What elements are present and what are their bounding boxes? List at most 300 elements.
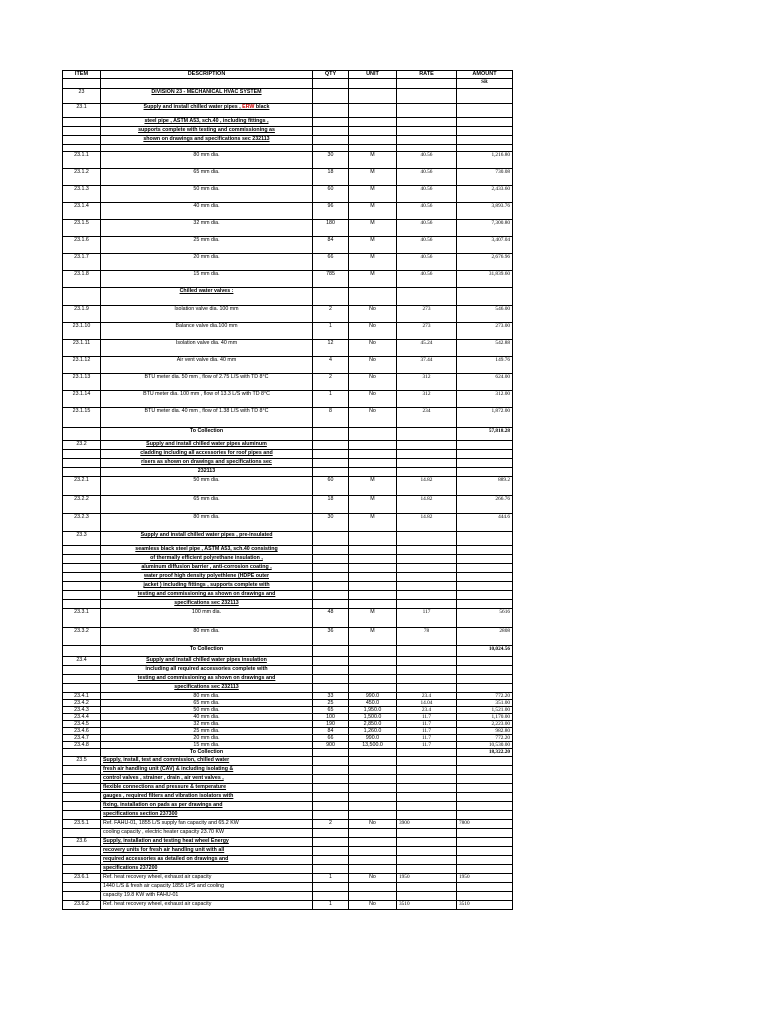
rate-cell [397, 838, 457, 847]
amount-cell [457, 555, 513, 564]
unit-cell [349, 646, 397, 657]
amount-cell [457, 811, 513, 820]
qty-cell [313, 450, 349, 459]
description-cell: testing and commissioning as shown on drawings and [101, 591, 313, 600]
boq-body [63, 79, 513, 910]
amount-cell: 5616 [457, 609, 513, 628]
item-cell: 23.4 [63, 657, 101, 666]
description-cell [101, 145, 313, 152]
rate-cell: 14.04 [397, 700, 457, 707]
amount-cell: 546.00 [457, 306, 513, 323]
table-row [63, 802, 513, 811]
table-row [63, 546, 513, 555]
description-text-end: black [254, 104, 270, 110]
col-item-header: ITEM [63, 71, 101, 79]
qty-cell [313, 136, 349, 145]
item-cell [63, 646, 101, 657]
item-cell [63, 766, 101, 775]
amount-cell: 3,407.04 [457, 237, 513, 254]
item-cell: 23.1.12 [63, 357, 101, 374]
col-amount-header: AMOUNT [457, 71, 513, 79]
amount-cell: 2,676.96 [457, 254, 513, 271]
header-row [63, 71, 513, 79]
description-cell: flexible connections and pressure & temperature [101, 784, 313, 793]
table-row [63, 646, 513, 657]
amount-cell [457, 666, 513, 675]
table-row [63, 441, 513, 450]
rate-cell: 40.56 [397, 186, 457, 203]
qty-cell [313, 838, 349, 847]
amount-cell: 1,521.00 [457, 707, 513, 714]
description-cell: recovery units for fresh air handling unit with all [101, 847, 313, 856]
description-cell: steel pipe , ASTM A53, sch.40 , including fittings , [101, 118, 313, 127]
description-cell [101, 79, 313, 89]
item-cell [63, 450, 101, 459]
qty-cell: 65 [313, 707, 349, 714]
item-cell: 23.1.6 [63, 237, 101, 254]
rate-cell: 14.82 [397, 514, 457, 532]
rate-cell: 40.56 [397, 271, 457, 288]
amount-cell [457, 127, 513, 136]
table-row [63, 428, 513, 441]
description-cell: 40 mm dia. [101, 714, 313, 721]
amount-cell [457, 441, 513, 450]
item-cell: 23.2.2 [63, 496, 101, 514]
item-cell [63, 775, 101, 784]
table-row [63, 684, 513, 693]
table-row [63, 374, 513, 391]
qty-cell [313, 865, 349, 874]
unit-cell: M [349, 186, 397, 203]
amount-cell [457, 675, 513, 684]
table-row [63, 582, 513, 591]
rate-cell: 40.56 [397, 152, 457, 169]
qty-cell [313, 811, 349, 820]
unit-cell [349, 591, 397, 600]
unit-cell: M [349, 169, 397, 186]
item-cell [63, 600, 101, 609]
description-cell: seamless black steel pipe , ASTM A53, sch.40 consisting [101, 546, 313, 555]
item-cell: 23.4.7 [63, 735, 101, 742]
description-cell: cooling capacity , electric heater capacity 23.70 KW [101, 829, 313, 838]
unit-cell: No [349, 340, 397, 357]
description-cell: testing and commissioning as shown on drawings and [101, 675, 313, 684]
amount-cell: 3510 [457, 901, 513, 910]
amount-cell: 730.08 [457, 169, 513, 186]
qty-cell: 25 [313, 700, 349, 707]
table-row [63, 203, 513, 220]
description-cell: supports complete with testing and commissioning as [101, 127, 313, 136]
amount-cell [457, 766, 513, 775]
table-row [63, 357, 513, 374]
table-row [63, 874, 513, 883]
qty-cell: 30 [313, 152, 349, 169]
description-cell: 80 mm dia. [101, 628, 313, 646]
unit-cell [349, 145, 397, 152]
unit-cell: M [349, 237, 397, 254]
table-row [63, 254, 513, 271]
amount-cell: 889.2 [457, 477, 513, 496]
qty-cell [313, 684, 349, 693]
qty-cell: 1 [313, 901, 349, 910]
rate-cell [397, 675, 457, 684]
description-cell: BTU meter dia. 100 mm , flow of 13.3 L/S with TD 8°C [101, 391, 313, 408]
rate-cell [397, 811, 457, 820]
item-cell: 23.4.4 [63, 714, 101, 721]
rate-cell [397, 847, 457, 856]
unit-cell [349, 459, 397, 468]
description-cell: 50 mm dia. [101, 477, 313, 496]
col-qty-header: QTY [313, 71, 349, 79]
description-cell: gauges , required filters and vibration isolators with [101, 793, 313, 802]
description-cell: 40 mm dia. [101, 203, 313, 220]
description-cell: 80 mm dia. [101, 693, 313, 700]
unit-cell [349, 838, 397, 847]
amount-cell [457, 582, 513, 591]
qty-cell: 18 [313, 169, 349, 186]
qty-cell: 84 [313, 237, 349, 254]
unit-cell [349, 555, 397, 564]
item-cell [63, 811, 101, 820]
qty-cell [313, 546, 349, 555]
unit-cell: 990.0 [349, 693, 397, 700]
unit-cell [349, 79, 397, 89]
boq-table [62, 70, 513, 910]
qty-cell [313, 757, 349, 766]
qty-cell [313, 646, 349, 657]
qty-cell: 1 [313, 874, 349, 883]
qty-cell: 48 [313, 609, 349, 628]
table-row [63, 450, 513, 459]
unit-cell: 990.0 [349, 735, 397, 742]
description-cell: cladding including all accessories for roof pipes and [101, 450, 313, 459]
item-cell [63, 288, 101, 306]
table-row [63, 323, 513, 340]
description-cell: risers as shown on drawings and specifications sec [101, 459, 313, 468]
item-cell: 23.3.1 [63, 609, 101, 628]
table-row [63, 477, 513, 496]
amount-cell [457, 104, 513, 118]
amount-cell: 149.76 [457, 357, 513, 374]
amount-cell: 7,300.80 [457, 220, 513, 237]
item-cell: 23.1.2 [63, 169, 101, 186]
item-cell: 23.1.15 [63, 408, 101, 428]
description-cell: 50 mm dia. [101, 707, 313, 714]
item-cell: 23.4.8 [63, 742, 101, 749]
qty-cell [313, 573, 349, 582]
qty-cell [313, 79, 349, 89]
rate-cell: 14.82 [397, 477, 457, 496]
description-cell: Supply and install chilled water pipes aluminum [101, 441, 313, 450]
col-description-header: DESCRIPTION [101, 71, 313, 79]
col-rate-header: RATE [397, 71, 457, 79]
unit-cell: M [349, 271, 397, 288]
rate-cell [397, 555, 457, 564]
unit-cell: 1,260.0 [349, 728, 397, 735]
description-cell: BTU meter dia. 50 mm , flow of 2.75 L/S with TD 8°C [101, 374, 313, 391]
qty-cell [313, 459, 349, 468]
rate-cell: 117 [397, 609, 457, 628]
unit-cell: No [349, 374, 397, 391]
rate-cell [397, 892, 457, 901]
rate-cell [397, 450, 457, 459]
qty-cell: 84 [313, 728, 349, 735]
unit-cell: 450.0 [349, 700, 397, 707]
unit-cell [349, 749, 397, 757]
qty-cell: 66 [313, 735, 349, 742]
unit-cell: M [349, 477, 397, 496]
rate-cell [397, 441, 457, 450]
unit-cell: 1,500.0 [349, 714, 397, 721]
rate-cell: 3900 [397, 820, 457, 829]
qty-cell [313, 766, 349, 775]
amount-cell [457, 784, 513, 793]
item-cell [63, 793, 101, 802]
rate-cell: 273 [397, 306, 457, 323]
qty-cell [313, 564, 349, 573]
item-cell [63, 684, 101, 693]
description-cell: Ref. heat recovery wheel, exhaust air capacity [101, 874, 313, 883]
amount-cell: 312.00 [457, 391, 513, 408]
table-row [63, 856, 513, 865]
item-cell [63, 428, 101, 441]
unit-cell [349, 847, 397, 856]
item-cell: 23.5 [63, 757, 101, 766]
rate-cell [397, 591, 457, 600]
qty-cell [313, 829, 349, 838]
unit-cell: M [349, 220, 397, 237]
unit-cell [349, 428, 397, 441]
qty-cell: 1 [313, 391, 349, 408]
qty-cell: 2 [313, 374, 349, 391]
qty-cell [313, 591, 349, 600]
item-cell [63, 136, 101, 145]
unit-cell [349, 666, 397, 675]
rate-cell: 40.56 [397, 237, 457, 254]
rate-cell [397, 582, 457, 591]
description-cell: Isolation valve dia. 40 mm [101, 340, 313, 357]
rate-cell [397, 766, 457, 775]
item-cell: 23.3.2 [63, 628, 101, 646]
unit-cell [349, 564, 397, 573]
amount-cell: 57,818.28 [457, 428, 513, 441]
unit-cell: M [349, 152, 397, 169]
item-cell [63, 564, 101, 573]
table-row [63, 89, 513, 104]
amount-cell [457, 118, 513, 127]
description-cell: specifications sec 232113 [101, 684, 313, 693]
amount-cell [457, 865, 513, 874]
item-cell [63, 829, 101, 838]
item-cell: 23.4.6 [63, 728, 101, 735]
description-cell: 1440 L/S & fresh air capacity 1855 LPS and cooling [101, 883, 313, 892]
description-cell: water proof high density polyethlene (HDPE outer [101, 573, 313, 582]
unit-cell [349, 288, 397, 306]
unit-cell: 13,500.0 [349, 742, 397, 749]
item-cell [63, 127, 101, 136]
description-cell: including all required accessories complete with [101, 666, 313, 675]
qty-cell [313, 145, 349, 152]
amount-cell [457, 89, 513, 104]
amount-cell [457, 892, 513, 901]
qty-cell [313, 288, 349, 306]
table-row [63, 714, 513, 721]
table-row [63, 775, 513, 784]
qty-cell [313, 428, 349, 441]
table-row [63, 811, 513, 820]
description-cell: 20 mm dia. [101, 735, 313, 742]
table-row [63, 829, 513, 838]
description-cell: BTU meter dia. 40 mm , flow of 1.38 L/S with TD 8°C [101, 408, 313, 428]
rate-cell: 78 [397, 628, 457, 646]
table-row [63, 700, 513, 707]
description-cell: 25 mm dia. [101, 728, 313, 735]
table-row [63, 408, 513, 428]
description-cell: 80 mm dia. [101, 514, 313, 532]
item-cell: 23.6 [63, 838, 101, 847]
table-row [63, 742, 513, 749]
qty-cell: 18 [313, 496, 349, 514]
amount-cell [457, 684, 513, 693]
qty-cell: 190 [313, 721, 349, 728]
description-cell: specifications 237200 [101, 865, 313, 874]
item-cell: 23.1.5 [63, 220, 101, 237]
rate-cell: 23.4 [397, 693, 457, 700]
unit-cell: M [349, 203, 397, 220]
amount-cell [457, 856, 513, 865]
item-cell [63, 582, 101, 591]
qty-cell [313, 532, 349, 546]
qty-cell [313, 657, 349, 666]
description-cell: Isolation valve dia. 100 mm [101, 306, 313, 323]
amount-cell [457, 450, 513, 459]
unit-cell [349, 532, 397, 546]
rate-cell [397, 784, 457, 793]
highlighted-text: ERW [242, 104, 255, 110]
rate-cell [397, 600, 457, 609]
amount-cell [457, 793, 513, 802]
amount-cell: 273.00 [457, 323, 513, 340]
table-row [63, 573, 513, 582]
item-cell: 23.2.1 [63, 477, 101, 496]
unit-cell: No [349, 391, 397, 408]
table-row [63, 693, 513, 700]
rate-cell [397, 657, 457, 666]
unit-cell [349, 450, 397, 459]
description-cell: Supply, installation and testing heat wheel Energy [101, 838, 313, 847]
unit-cell: No [349, 408, 397, 428]
rate-cell: 312 [397, 391, 457, 408]
rate-cell: 11.7 [397, 721, 457, 728]
qty-cell [313, 847, 349, 856]
unit-cell [349, 600, 397, 609]
qty-cell [313, 675, 349, 684]
qty-cell: 36 [313, 628, 349, 646]
description-cell: 15 mm dia. [101, 742, 313, 749]
item-cell: 23.2 [63, 441, 101, 450]
item-cell: 23.5.1 [63, 820, 101, 829]
rate-cell [397, 288, 457, 306]
item-cell [63, 573, 101, 582]
description-cell: 25 mm dia. [101, 237, 313, 254]
item-cell [63, 883, 101, 892]
description-cell: Supply and install chilled water pipes , pre-insulated [101, 532, 313, 546]
amount-cell [457, 883, 513, 892]
description-cell: 32 mm dia. [101, 220, 313, 237]
unit-cell [349, 811, 397, 820]
table-row [63, 847, 513, 856]
item-cell [63, 892, 101, 901]
item-cell [63, 468, 101, 477]
item-cell: 23.2.3 [63, 514, 101, 532]
unit-cell: M [349, 514, 397, 532]
table-row [63, 136, 513, 145]
qty-cell [313, 555, 349, 564]
rate-cell: 45.24 [397, 340, 457, 357]
item-cell: 23.6.1 [63, 874, 101, 883]
item-cell: 23 [63, 89, 101, 104]
table-row [63, 79, 513, 89]
item-cell [63, 675, 101, 684]
table-row [63, 820, 513, 829]
description-cell [101, 104, 313, 118]
qty-cell [313, 468, 349, 477]
unit-cell [349, 802, 397, 811]
item-cell [63, 459, 101, 468]
unit-cell: No [349, 323, 397, 340]
rate-cell [397, 104, 457, 118]
table-row [63, 721, 513, 728]
qty-cell: 2 [313, 820, 349, 829]
item-cell: 23.3 [63, 532, 101, 546]
rate-cell: 11.7 [397, 735, 457, 742]
amount-cell [457, 600, 513, 609]
description-cell: specifications section 237300 [101, 811, 313, 820]
rate-cell [397, 749, 457, 757]
amount-cell: 772.20 [457, 693, 513, 700]
table-row [63, 186, 513, 203]
item-cell [63, 591, 101, 600]
item-cell [63, 847, 101, 856]
item-cell [63, 865, 101, 874]
unit-cell [349, 573, 397, 582]
qty-cell [313, 883, 349, 892]
unit-cell [349, 546, 397, 555]
amount-cell [457, 829, 513, 838]
item-cell: 23.4.1 [63, 693, 101, 700]
unit-cell: M [349, 609, 397, 628]
qty-cell: 100 [313, 714, 349, 721]
description-cell: 65 mm dia. [101, 496, 313, 514]
qty-cell: 2 [313, 306, 349, 323]
qty-cell [313, 775, 349, 784]
item-cell: 23.1.8 [63, 271, 101, 288]
qty-cell: 900 [313, 742, 349, 749]
rate-cell [397, 145, 457, 152]
qty-cell [313, 892, 349, 901]
description-cell: 50 mm dia. [101, 186, 313, 203]
table-row [63, 892, 513, 901]
rate-cell: 11.7 [397, 728, 457, 735]
item-cell: 23.1.14 [63, 391, 101, 408]
amount-cell: 2,223.00 [457, 721, 513, 728]
table-row [63, 555, 513, 564]
item-cell: 23.1.9 [63, 306, 101, 323]
unit-cell: No [349, 874, 397, 883]
unit-cell [349, 883, 397, 892]
description-cell: Supply and install chilled water pipes insulation [101, 657, 313, 666]
amount-cell [457, 136, 513, 145]
